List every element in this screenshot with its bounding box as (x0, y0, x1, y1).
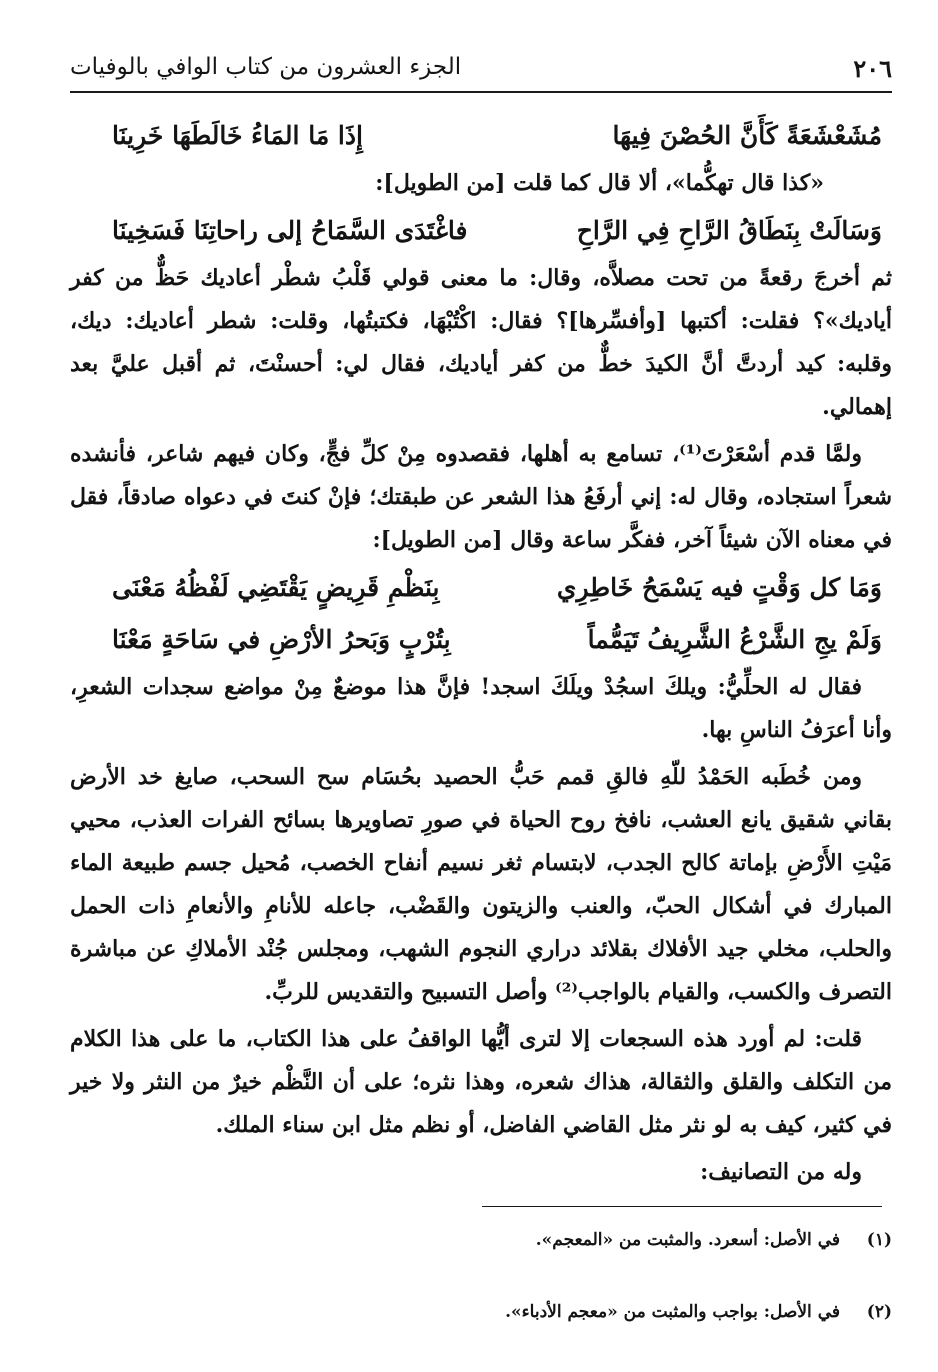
footnote-rule (482, 1206, 882, 1207)
running-title: الجزء العشرون من كتاب الوافي بالوفيات (70, 54, 462, 80)
footnote (300, 1294, 892, 1330)
verse-intro: «كذا قال تهكُّما»، ألا قال كما قلت [من الطويل]: (375, 170, 824, 196)
footnote-number: (٢) (866, 1302, 892, 1322)
header-rule (70, 91, 892, 93)
paragraph: فقال له الحلِّيُّ: ويلكَ اسجُدْ ويلَكَ اسجد! فإنَّ هذا موضعٌ مِنْ مواضع سجدات الشعرِ، وأنا أعرَفُ الناسِ بها. (70, 674, 892, 743)
verse-line (70, 205, 892, 257)
verse-hemistich-second: بِنَظْمِ قَرِيضٍ يَقْتَضِي لَفْظُهُ مَعْنَى (112, 573, 440, 602)
footnote (300, 1222, 892, 1258)
page-number: ٢٠٦ (853, 54, 892, 83)
footnotes (300, 1222, 892, 1330)
verse-hemistich-first: وَمَا كل وَقْتٍ فيه يَسْمَحُ خَاطِرِي (556, 573, 882, 602)
footnote-number: (١) (866, 1230, 892, 1250)
verse-line (70, 614, 892, 666)
footnote-text: في الأصل: بواجب والمثبت من «معجم الأدباء». (505, 1302, 840, 1322)
verse-hemistich-second: إِذَا مَا المَاءُ خَالَطَهَا خَرِينَا (112, 121, 363, 150)
verse-hemistich-second: بِتُرْبٍ وَبَحرُ الأرْضِ في سَاحَةٍ مَعْنَا (112, 625, 451, 654)
verse-hemistich-first: مُشَعْشَعَةً كَأَنَّ الحُصْنَ فِيهَا (612, 121, 882, 150)
verse-hemistich-first: وَسَالَتْ بِنَطَاقُ الرَّاحِ فِي الرَّاحِ (576, 216, 882, 245)
paragraph: وله من التصانيف: (700, 1159, 862, 1185)
footnote-text: في الأصل: أسعرد. والمثبت من «المعجم». (535, 1230, 840, 1250)
paragraph: قلت: لم أورد هذه السجعات إلا لترى أيُّها الواقفُ على هذا الكتاب، ما على هذا الكلام من التكلف والقلق والثقالة، هذاك شعره، وهذا نثره؛ على أن النَّظْم خيرٌ من النثر ولا خير في كثير، كيف به لو نثر مثل القاضي الفاضل، أو نظم مثل ابن سناء الملك. (70, 1026, 892, 1138)
paragraph: ولمَّا قدم أسْعَرْتَ⁽¹⁾، تسامع به أهلها، فقصدوه مِنْ كلِّ فجٍّ، وكان فيهم شاعر، فأنشده شعراً استجاده، وقال له: إني أرفَعُ هذا الشعر عن طبقتك؛ فإنْ كنتَ في دعواه صادقاً، فقل في معناه الآن شيئاً آخر، ففكَّر ساعة وقال [من الطويل]: (70, 441, 892, 553)
page-header (70, 40, 892, 88)
verse-line (70, 110, 892, 162)
verse-line (70, 562, 892, 614)
verse-hemistich-second: فاغْتَدَى السَّمَاحُ إلى راحاتِنَا فَسَخِينَا (112, 216, 468, 245)
verse-hemistich-first: وَلَمْ يجِ الشَّرْعُ الشَّرِيفُ تَيَمُّماً (587, 625, 882, 654)
paragraph: ثم أخرجَ رقعةً من تحت مصلاَّه، وقال: ما معنى قولي قَلْبُ شطْر أعاديك حَظٌّ من كفر أياديك»؟ فقلت: أكتبها [وأفسِّرها]؟ فقال: اكْتُبْهَا، فكتبتُها، وقلت: شطر أعاديك: ديك، وقلبه: كيد أردتَّ أنَّ الكيدَ خطٌّ من كفر أياديك، فقال لي: أحسنْتَ، ثم أقبل عليَّ بعد إهمالي. (70, 265, 892, 420)
page-body (70, 110, 892, 1194)
paragraph: ومن خُطَبه الحَمْدُ للّهِ فالقِ قمم حَبُّ الحصيد بحُسَام سح السحب، صايغ خد الأرض بقاني شقيق يانع العشب، نافخ روح الحياة في صورِ تصاويرها بسائح الفرات العذب، محيي مَيْتِ الأَرْضِ بإماتة كالح الجدب، لابتسام ثغر نسيم أنفاح الخصب، مُحيل جسم طبيعة الماء المبارك في أشكال الحبّ، والعنب والزيتون والقَضْب، جاعله للأنامِ والأنعامِ ذات الحمل والحلب، مخلي جيد الأفلاك بقلائد دراري النجوم الشهب، ومجلس جُنْد الأملاكِ عن مباشرة التصرف والكسب، والقيام بالواجب⁽²⁾ وأصل التسبيح والتقديس للربِّ. (70, 764, 892, 1005)
